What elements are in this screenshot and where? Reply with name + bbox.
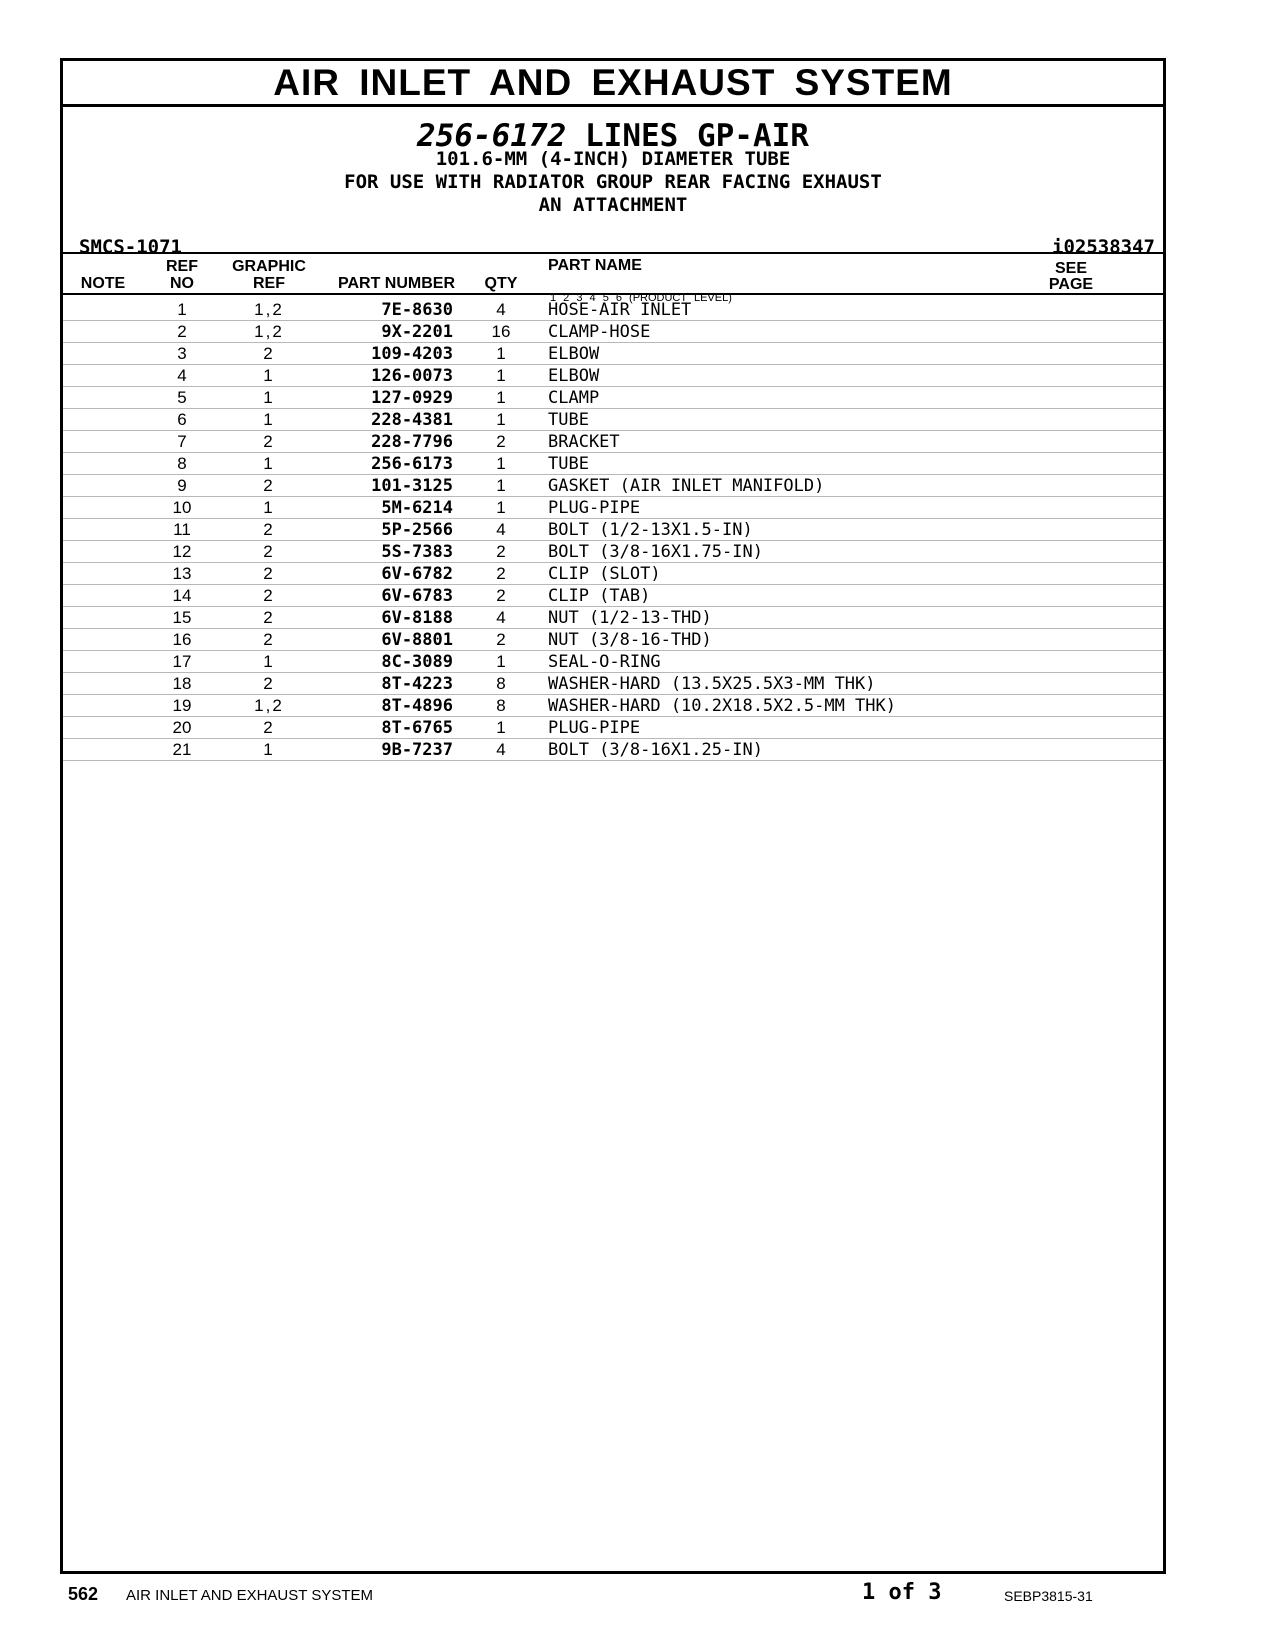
page-number: 562 <box>68 1584 99 1604</box>
part-number: 6V-6782 <box>381 564 453 584</box>
ref-number: 3 <box>177 344 187 363</box>
ref-number: 9 <box>177 476 187 495</box>
part-number: 256-6173 <box>371 454 453 474</box>
subtitle-line-1: 101.6-MM (4-INCH) DIAMETER TUBE <box>435 148 791 170</box>
ref-number: 8 <box>177 454 187 473</box>
part-name: ELBOW <box>548 344 600 364</box>
table-row <box>63 717 1163 739</box>
quantity: 8 <box>496 696 506 715</box>
part-number: 109-4203 <box>371 344 453 364</box>
table-row <box>63 453 1163 475</box>
quantity: 1 <box>496 388 506 407</box>
col-see-top: SEE <box>1054 260 1087 277</box>
part-name: TUBE <box>548 410 589 430</box>
ref-number: 7 <box>177 432 187 451</box>
part-name: CLIP (TAB) <box>548 586 651 606</box>
col-qty: QTY <box>484 275 518 292</box>
quantity: 2 <box>496 432 506 451</box>
graphic-ref: 2 <box>263 476 275 495</box>
ref-number: 12 <box>172 542 192 561</box>
part-name: TUBE <box>548 454 589 474</box>
part-number: 228-4381 <box>371 410 453 430</box>
graphic-ref: 2 <box>263 564 275 583</box>
part-number: 8T-4896 <box>381 696 453 716</box>
table-row <box>63 387 1163 409</box>
ref-number: 5 <box>177 388 187 407</box>
ref-number: 16 <box>172 630 192 649</box>
quantity: 2 <box>496 630 506 649</box>
ref-number: 11 <box>173 520 191 539</box>
quantity: 4 <box>496 608 506 627</box>
table-row <box>63 299 1163 321</box>
part-number: 7E-8630 <box>381 300 453 320</box>
col-ref-top: REF <box>166 258 198 275</box>
part-number: 228-7796 <box>371 432 453 452</box>
graphic-ref: 2 <box>263 586 275 605</box>
table-row <box>63 673 1163 695</box>
quantity: 1 <box>496 476 506 495</box>
part-number: 8T-4223 <box>381 674 453 694</box>
table-row <box>63 651 1163 673</box>
part-number: 8C-3089 <box>381 652 453 672</box>
part-name: BOLT (3/8-16X1.75-IN) <box>548 542 763 562</box>
quantity: 4 <box>496 740 506 759</box>
product-levels: 1 2 3 4 5 6 (PRODUCT LEVEL) <box>550 292 732 304</box>
table-row <box>63 343 1163 365</box>
part-number: 127-0929 <box>371 388 453 408</box>
ref-number: 13 <box>172 564 192 583</box>
table-row <box>63 409 1163 431</box>
quantity: 1 <box>496 652 506 671</box>
graphic-ref: 1 <box>263 498 275 517</box>
quantity: 2 <box>496 542 506 561</box>
table-row <box>63 475 1163 497</box>
quantity: 4 <box>496 520 506 539</box>
graphic-ref: 1 <box>263 366 275 385</box>
part-name: CLIP (SLOT) <box>548 564 661 584</box>
subtitle-line-3: AN ATTACHMENT <box>538 194 688 216</box>
graphic-ref: 2 <box>263 674 275 693</box>
parts-page-frame <box>60 58 1166 1574</box>
table-row <box>63 431 1163 453</box>
ref-number: 19 <box>172 696 192 715</box>
ref-number: 4 <box>177 366 187 385</box>
quantity: 2 <box>496 564 506 583</box>
col-note: NOTE <box>80 275 126 292</box>
graphic-ref: 2 <box>263 520 275 539</box>
part-name: WASHER-HARD (13.5X25.5X3-MM THK) <box>548 674 876 694</box>
ref-number: 14 <box>172 586 192 605</box>
graphic-ref: 2 <box>263 432 275 451</box>
header-rule-top <box>63 252 1163 254</box>
quantity: 8 <box>496 674 506 693</box>
part-name: BOLT (3/8-16X1.25-IN) <box>548 740 763 760</box>
table-row <box>63 585 1163 607</box>
part-name: CLAMP <box>548 388 600 408</box>
ref-number: 15 <box>172 608 192 627</box>
footer-section: AIR INLET AND EXHAUST SYSTEM <box>126 1587 374 1604</box>
quantity: 4 <box>496 300 506 319</box>
part-name: CLAMP-HOSE <box>548 322 651 342</box>
table-row <box>63 695 1163 717</box>
part-number: 6V-8801 <box>381 630 453 650</box>
part-number: 5M-6214 <box>381 498 453 518</box>
ref-number: 20 <box>172 718 192 737</box>
quantity: 1 <box>496 718 506 737</box>
graphic-ref: 2 <box>263 630 275 649</box>
part-name: HOSE-AIR INLET <box>548 300 692 320</box>
part-number: 5S-7383 <box>381 542 453 562</box>
ref-number: 21 <box>172 740 192 759</box>
table-row <box>63 519 1163 541</box>
graphic-ref: 1 <box>263 454 275 473</box>
quantity: 16 <box>491 322 511 341</box>
graphic-ref: 1 <box>263 740 275 759</box>
table-row <box>63 607 1163 629</box>
quantity: 2 <box>496 586 506 605</box>
graphic-ref: 1,2 <box>254 696 284 715</box>
page-of: 1 of 3 <box>862 1580 942 1605</box>
table-row <box>63 497 1163 519</box>
col-part-number: PART NUMBER <box>337 275 455 292</box>
ref-number: 1 <box>177 300 187 319</box>
doc-id: SEBP3815-31 <box>1004 1588 1093 1604</box>
part-number: 6V-6783 <box>381 586 453 606</box>
part-name: BOLT (1/2-13X1.5-IN) <box>548 520 753 540</box>
graphic-ref: 2 <box>263 542 275 561</box>
graphic-ref: 1,2 <box>254 300 284 319</box>
part-name: PLUG-PIPE <box>548 498 641 518</box>
part-number: 9B-7237 <box>381 740 453 760</box>
header-rule-bottom <box>63 293 1163 295</box>
col-graphic-top: GRAPHIC <box>232 258 306 275</box>
part-name: PLUG-PIPE <box>548 718 641 738</box>
ref-number: 17 <box>172 652 192 671</box>
col-part-name: PART NAME <box>548 257 642 274</box>
part-number: 126-0073 <box>371 366 453 386</box>
quantity: 1 <box>496 410 506 429</box>
ref-number: 2 <box>177 322 187 341</box>
part-number: 101-3125 <box>371 476 453 496</box>
illustration-id: i02538347 <box>1052 236 1155 258</box>
graphic-ref: 2 <box>263 344 275 363</box>
part-number: 5P-2566 <box>381 520 453 540</box>
smcs-code: SMCS-1071 <box>79 236 182 258</box>
ref-number: 18 <box>172 674 192 693</box>
graphic-ref: 1 <box>263 388 275 407</box>
part-name: BRACKET <box>548 432 620 452</box>
col-graphic-bottom: REF <box>253 275 285 292</box>
ref-number: 10 <box>172 498 192 517</box>
part-number: 9X-2201 <box>381 322 453 342</box>
col-see-bottom: PAGE <box>1048 276 1094 293</box>
quantity: 1 <box>496 454 506 473</box>
table-row <box>63 365 1163 387</box>
parts-list <box>63 299 1163 761</box>
col-ref-bottom: NO <box>170 275 194 292</box>
subtitle-line-2: FOR USE WITH RADIATOR GROUP REAR FACING EXHAUST <box>344 171 882 193</box>
quantity: 1 <box>496 498 506 517</box>
quantity: 1 <box>496 366 506 385</box>
part-name: SEAL-O-RING <box>548 652 661 672</box>
group-number: 256-6172 <box>417 118 567 154</box>
ref-number: 6 <box>177 410 187 429</box>
section-title: AIR INLET AND EXHAUST SYSTEM <box>63 61 1163 107</box>
graphic-ref: 2 <box>263 718 275 737</box>
graphic-ref: 1 <box>263 410 275 429</box>
graphic-ref: 1 <box>263 652 275 671</box>
part-name: ELBOW <box>548 366 600 386</box>
group-name: LINES GP-AIR <box>585 118 809 154</box>
part-number: 6V-8188 <box>381 608 453 628</box>
part-name: NUT (1/2-13-THD) <box>548 608 712 628</box>
graphic-ref: 1,2 <box>254 322 284 341</box>
part-name: WASHER-HARD (10.2X18.5X2.5-MM THK) <box>548 696 896 716</box>
part-name: NUT (3/8-16-THD) <box>548 630 712 650</box>
quantity: 1 <box>496 344 506 363</box>
table-row <box>63 629 1163 651</box>
part-name: GASKET (AIR INLET MANIFOLD) <box>548 476 825 496</box>
part-number: 8T-6765 <box>381 718 453 738</box>
graphic-ref: 2 <box>263 608 275 627</box>
table-row <box>63 321 1163 343</box>
table-row <box>63 563 1163 585</box>
table-row <box>63 739 1163 761</box>
table-row <box>63 541 1163 563</box>
